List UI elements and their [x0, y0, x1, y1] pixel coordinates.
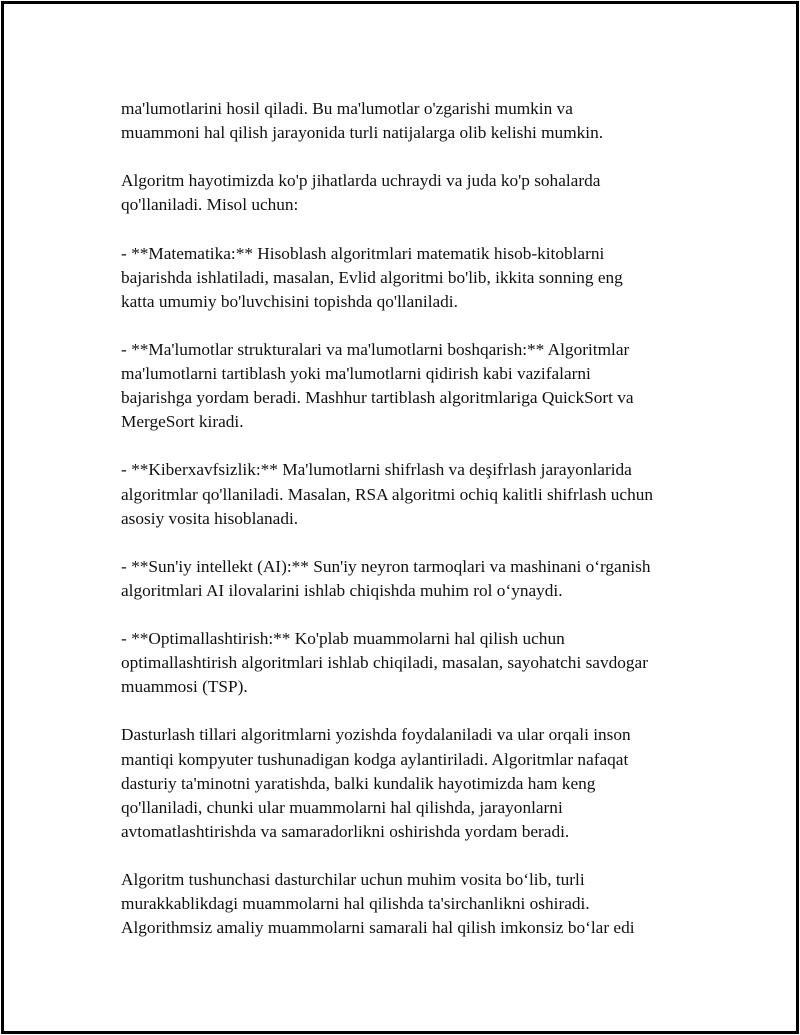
list-item-mathematics: - **Matematika:** Hisoblash algoritmlari matematik hisob-kitoblarni bajarishda ishlatiladi, masalan, Evlid algoritmi bo'lib, ikkita sonning eng katta umumiy bo'luvchisini topishda qo'llaniladi. — [121, 243, 623, 311]
list-item-artificial-intelligence: - **Sun'iy intellekt (AI):** Sun'iy neyron tarmoqlari va mashinani o‘rganish algoritmlari AI ilovalarini ishlab chiqishda muhim rol o‘ynaydi. — [121, 556, 651, 600]
list-item-data-structures: - **Ma'lumotlar strukturalari va ma'lumotlarni boshqarish:** Algoritmlar ma'lumotlarni tartiblash yoki ma'lumotlarni qidirish kabi vazifalarni bajarishga yordam beradi. Mashhur tartiblash algoritmlariga QuickSort va MergeSort kiradi. — [121, 339, 634, 432]
list-item-cybersecurity: - **Kiberxavfsizlik:** Ma'lumotlarni shifrlash va deşifrlash jarayonlarida algoritmlar qo'llaniladi. Masalan, RSA algoritmi ochiq kalitli shifrlash uchun asosiy vosita hisoblanadi. — [121, 460, 654, 528]
page-frame — [1, 1, 799, 1034]
paragraph-conclusion: Algoritm tushunchasi dasturchilar uchun muhim vosita bo‘lib, turli murakkablikdagi muammolarni hal qilishda ta'sirchanlikni oshiradi. Algorithmsiz amaliy muammolarni samarali hal qilish imkonsiz bo‘lar edi — [121, 870, 635, 938]
paragraph-algorithm-usage: Algoritm hayotimizda ko'p jihatlarda uchraydi va juda ko'p sohalarda qo'llaniladi. Misol uchun: — [121, 171, 601, 215]
list-item-optimization: - **Optimallashtirish:** Ko'plab muammolarni hal qilish uchun optimallashtirish algoritmlari ishlab chiqiladi, masalan, sayohatchi savdogar muammosi (TSP). — [121, 629, 648, 697]
document-body — [121, 97, 721, 940]
paragraph-programming-languages: Dasturlash tillari algoritmlarni yozishda foydalaniladi va ular orqali inson mantiqi kompyuter tushunadigan kodga aylantiriladi. Algoritmlar nafaqat dasturiy ta'minotni yaratishda, balki kundalik hayotimizda ham keng qo'llaniladi, chunki ular muammolarni hal qilishda, jarayonlarni avtomatlashtirishda va samaradorlikni oshirishda yordam beradi. — [121, 725, 631, 841]
paragraph-intro-continuation: ma'lumotlarini hosil qiladi. Bu ma'lumotlar o'zgarishi mumkin va muammoni hal qilish jarayonida turli natijalarga olib kelishi mumkin. — [121, 99, 604, 143]
